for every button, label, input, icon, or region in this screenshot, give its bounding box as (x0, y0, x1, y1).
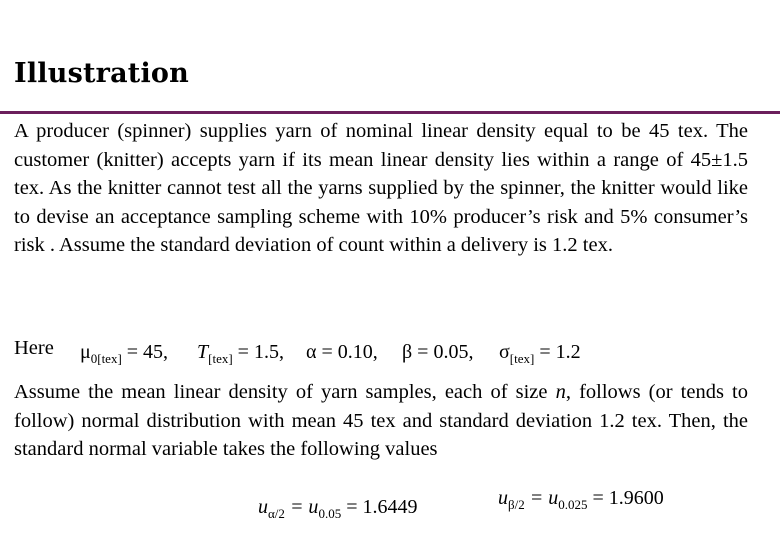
t-value: = 1.5, (232, 341, 284, 363)
u-beta-equation (498, 487, 664, 513)
sigma-subscript: [tex] (509, 351, 535, 366)
t-symbol: T (197, 341, 209, 363)
u-beta-value: = 1.9600 (587, 487, 664, 509)
u-beta-sub1: β/2 (508, 497, 525, 512)
u-alpha-sub2: 0.05 (318, 506, 342, 521)
sigma-equation (499, 341, 581, 367)
sigma-symbol: σ (499, 341, 510, 363)
beta-equation: β = 0.05, (402, 341, 474, 363)
t-subscript: [tex] (208, 351, 233, 366)
u-alpha-equation (258, 496, 417, 522)
mu-subscript: 0[tex] (90, 351, 122, 366)
distribution-text-pre: Assume the mean linear density of yarn samples, each of size (14, 381, 556, 403)
sigma-value: = 1.2 (534, 341, 581, 363)
mu-equation (80, 341, 168, 367)
mu-symbol: μ (80, 341, 91, 363)
mu-value: = 45, (121, 341, 169, 363)
u-beta-sub2: 0.025 (558, 497, 588, 512)
u-beta-symbol: u (498, 487, 508, 509)
distribution-paragraph (14, 378, 748, 464)
u-alpha-mid: = u (284, 496, 319, 518)
problem-paragraph: A producer (spinner) supplies yarn of nominal linear density equal to be 45 tex. The customer (knitter) accepts yarn if its mean linear density lies within a range of 45±1.5 tex. As the knitter cannot test all the yarns supplied by the spinner, the knitter would like to devise an acceptance sampling scheme with 10% producer’s risk and 5% consumer’s risk . Assume the standard deviation of count within a delivery is 1.2 tex. (14, 120, 748, 257)
u-alpha-symbol: u (258, 496, 268, 518)
sample-size-variable: n (555, 381, 566, 403)
slide-title: Illustration (14, 58, 189, 89)
alpha-equation: α = 0.10, (306, 341, 378, 363)
distribution-text-post: , follows (or tends to follow) normal distribution with mean 45 tex and standard deviation 1.2 tex. Then, the standard normal variable takes the following values (14, 381, 748, 461)
u-beta-mid: = u (524, 487, 559, 509)
tolerance-equation (197, 341, 284, 367)
u-alpha-value: = 1.6449 (341, 496, 418, 518)
here-label: Here (14, 337, 54, 359)
title-divider (0, 111, 780, 114)
u-alpha-sub1: α/2 (268, 506, 285, 521)
